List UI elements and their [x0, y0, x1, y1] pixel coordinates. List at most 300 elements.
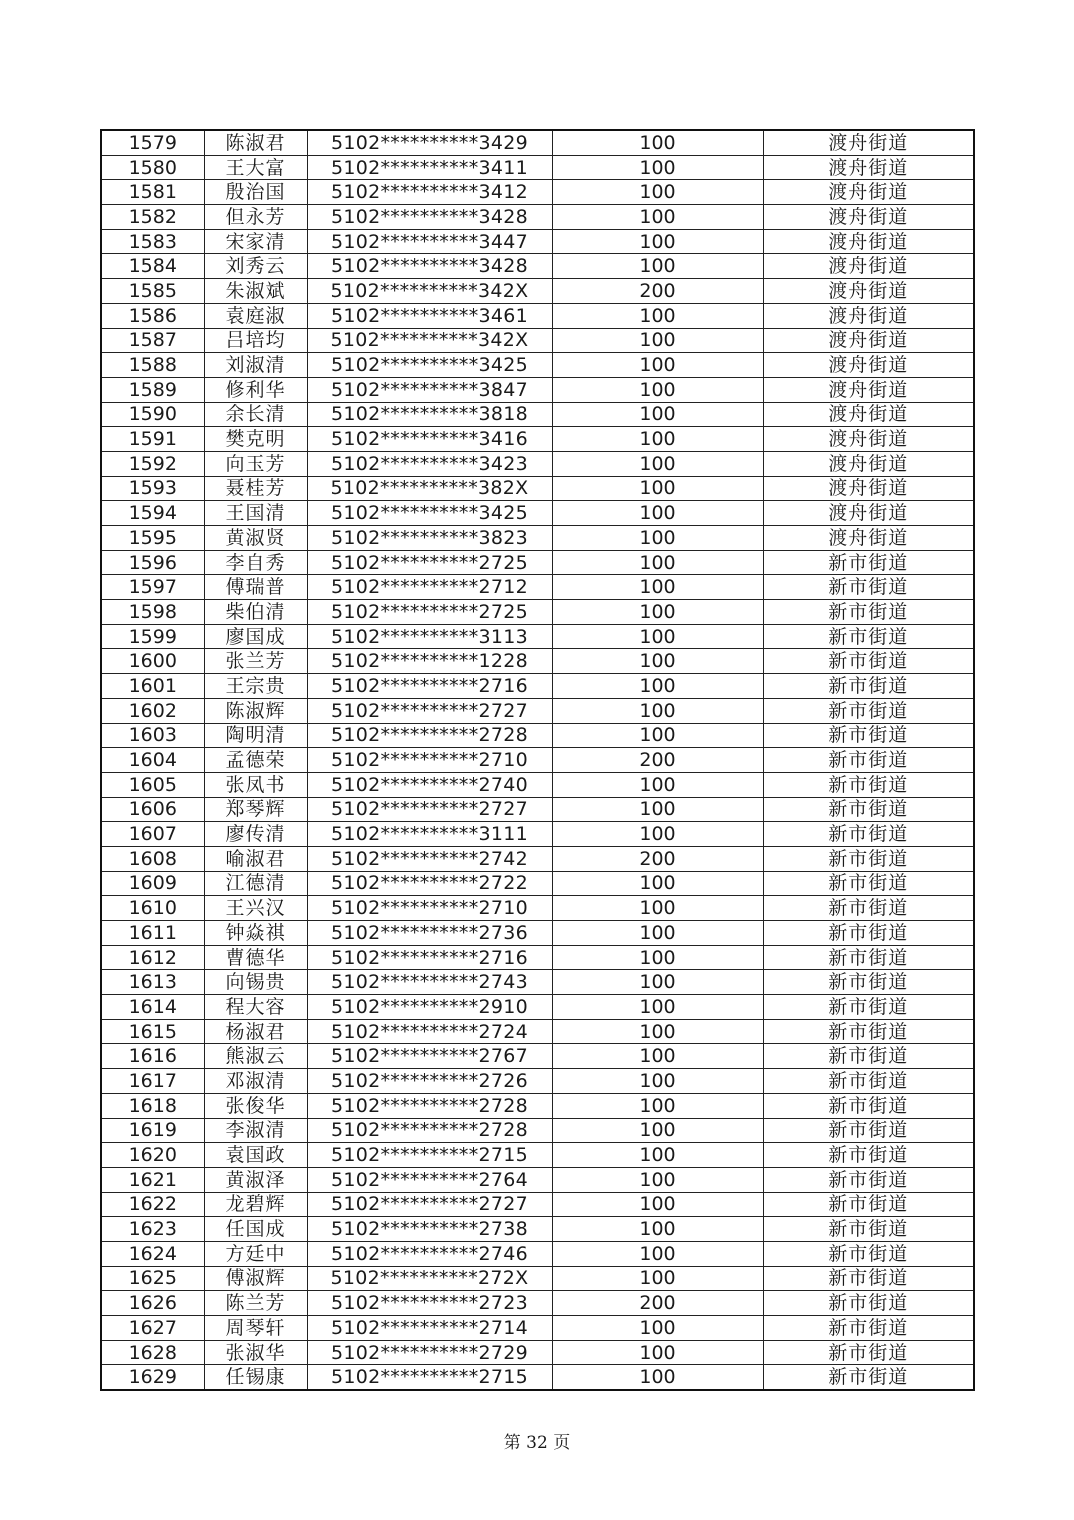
- row-number-cell: 1627: [101, 1316, 204, 1341]
- row-number-cell: 1601: [101, 674, 204, 699]
- district-cell: 新市街道: [763, 945, 974, 970]
- district-cell: 新市街道: [763, 1316, 974, 1341]
- district-cell: 渡舟街道: [763, 155, 974, 180]
- name-cell: 陈兰芳: [204, 1291, 307, 1316]
- amount-cell: 100: [552, 501, 763, 526]
- row-number-cell: 1628: [101, 1340, 204, 1365]
- district-cell: 新市街道: [763, 550, 974, 575]
- table-row: [101, 180, 974, 205]
- district-cell: 渡舟街道: [763, 353, 974, 378]
- name-cell: 江德清: [204, 871, 307, 896]
- id-number-cell: 5102**********2728: [307, 1093, 552, 1118]
- name-cell: 宋家清: [204, 229, 307, 254]
- amount-cell: 100: [552, 1340, 763, 1365]
- row-number-cell: 1599: [101, 624, 204, 649]
- row-number-cell: 1584: [101, 254, 204, 279]
- row-number-cell: 1606: [101, 797, 204, 822]
- table-row: [101, 1365, 974, 1390]
- row-number-cell: 1621: [101, 1167, 204, 1192]
- subsidy-roster-table: [100, 129, 975, 1391]
- row-number-cell: 1600: [101, 649, 204, 674]
- name-cell: 陶明清: [204, 723, 307, 748]
- amount-cell: 100: [552, 624, 763, 649]
- table-row: [101, 1093, 974, 1118]
- table-row: [101, 155, 974, 180]
- row-number-cell: 1579: [101, 130, 204, 155]
- table-row: [101, 995, 974, 1020]
- id-number-cell: 5102**********2723: [307, 1291, 552, 1316]
- amount-cell: 100: [552, 698, 763, 723]
- table-row: [101, 130, 974, 155]
- name-cell: 程大容: [204, 995, 307, 1020]
- roster-table-body: [101, 130, 974, 1390]
- table-row: [101, 723, 974, 748]
- row-number-cell: 1622: [101, 1192, 204, 1217]
- amount-cell: 100: [552, 229, 763, 254]
- amount-cell: 100: [552, 600, 763, 625]
- row-number-cell: 1620: [101, 1143, 204, 1168]
- id-number-cell: 5102**********2725: [307, 600, 552, 625]
- row-number-cell: 1592: [101, 451, 204, 476]
- id-number-cell: 5102**********3447: [307, 229, 552, 254]
- id-number-cell: 5102**********3111: [307, 822, 552, 847]
- district-cell: 渡舟街道: [763, 501, 974, 526]
- table-row: [101, 427, 974, 452]
- district-cell: 渡舟街道: [763, 402, 974, 427]
- amount-cell: 100: [552, 995, 763, 1020]
- name-cell: 李自秀: [204, 550, 307, 575]
- row-number-cell: 1610: [101, 896, 204, 921]
- row-number-cell: 1609: [101, 871, 204, 896]
- district-cell: 新市街道: [763, 1167, 974, 1192]
- id-number-cell: 5102**********2716: [307, 674, 552, 699]
- table-row: [101, 600, 974, 625]
- id-number-cell: 5102**********2722: [307, 871, 552, 896]
- table-row: [101, 575, 974, 600]
- district-cell: 渡舟街道: [763, 476, 974, 501]
- table-row: [101, 526, 974, 551]
- name-cell: 黄淑贤: [204, 526, 307, 551]
- table-row: [101, 698, 974, 723]
- row-number-cell: 1598: [101, 600, 204, 625]
- amount-cell: 100: [552, 575, 763, 600]
- district-cell: 新市街道: [763, 575, 974, 600]
- name-cell: 但永芳: [204, 205, 307, 230]
- row-number-cell: 1593: [101, 476, 204, 501]
- name-cell: 刘淑清: [204, 353, 307, 378]
- id-number-cell: 5102**********3823: [307, 526, 552, 551]
- table-row: [101, 402, 974, 427]
- id-number-cell: 5102**********2740: [307, 772, 552, 797]
- id-number-cell: 5102**********2729: [307, 1340, 552, 1365]
- district-cell: 渡舟街道: [763, 526, 974, 551]
- table-row: [101, 649, 974, 674]
- page-number-label: 第 32 页: [503, 1433, 571, 1453]
- row-number-cell: 1594: [101, 501, 204, 526]
- amount-cell: 100: [552, 1019, 763, 1044]
- amount-cell: 100: [552, 1167, 763, 1192]
- id-number-cell: 5102**********2710: [307, 748, 552, 773]
- name-cell: 周琴轩: [204, 1316, 307, 1341]
- row-number-cell: 1581: [101, 180, 204, 205]
- id-number-cell: 5102**********2736: [307, 921, 552, 946]
- table-row: [101, 328, 974, 353]
- id-number-cell: 5102**********2727: [307, 1192, 552, 1217]
- row-number-cell: 1595: [101, 526, 204, 551]
- name-cell: 聂桂芳: [204, 476, 307, 501]
- row-number-cell: 1623: [101, 1217, 204, 1242]
- row-number-cell: 1605: [101, 772, 204, 797]
- row-number-cell: 1580: [101, 155, 204, 180]
- row-number-cell: 1618: [101, 1093, 204, 1118]
- district-cell: 新市街道: [763, 748, 974, 773]
- id-number-cell: 5102**********3461: [307, 303, 552, 328]
- district-cell: 新市街道: [763, 1019, 974, 1044]
- row-number-cell: 1586: [101, 303, 204, 328]
- district-cell: 新市街道: [763, 797, 974, 822]
- name-cell: 方廷中: [204, 1241, 307, 1266]
- id-number-cell: 5102**********2767: [307, 1044, 552, 1069]
- district-cell: 新市街道: [763, 1291, 974, 1316]
- amount-cell: 100: [552, 526, 763, 551]
- row-number-cell: 1585: [101, 279, 204, 304]
- amount-cell: 100: [552, 427, 763, 452]
- id-number-cell: 5102**********2728: [307, 1118, 552, 1143]
- district-cell: 新市街道: [763, 649, 974, 674]
- row-number-cell: 1603: [101, 723, 204, 748]
- amount-cell: 100: [552, 130, 763, 155]
- table-row: [101, 896, 974, 921]
- amount-cell: 100: [552, 822, 763, 847]
- table-row: [101, 945, 974, 970]
- district-cell: 新市街道: [763, 1044, 974, 1069]
- row-number-cell: 1626: [101, 1291, 204, 1316]
- amount-cell: 100: [552, 353, 763, 378]
- id-number-cell: 5102**********3411: [307, 155, 552, 180]
- district-cell: 新市街道: [763, 846, 974, 871]
- name-cell: 柴伯清: [204, 600, 307, 625]
- table-row: [101, 846, 974, 871]
- id-number-cell: 5102**********2728: [307, 723, 552, 748]
- id-number-cell: 5102**********2714: [307, 1316, 552, 1341]
- row-number-cell: 1629: [101, 1365, 204, 1390]
- table-row: [101, 476, 974, 501]
- name-cell: 傅瑞普: [204, 575, 307, 600]
- id-number-cell: 5102**********3113: [307, 624, 552, 649]
- table-row: [101, 822, 974, 847]
- amount-cell: 100: [552, 896, 763, 921]
- row-number-cell: 1619: [101, 1118, 204, 1143]
- table-row: [101, 254, 974, 279]
- amount-cell: 100: [552, 402, 763, 427]
- table-row: [101, 1340, 974, 1365]
- district-cell: 渡舟街道: [763, 451, 974, 476]
- row-number-cell: 1583: [101, 229, 204, 254]
- amount-cell: 100: [552, 1192, 763, 1217]
- id-number-cell: 5102**********1228: [307, 649, 552, 674]
- amount-cell: 100: [552, 180, 763, 205]
- name-cell: 孟德荣: [204, 748, 307, 773]
- district-cell: 新市街道: [763, 772, 974, 797]
- name-cell: 陈淑辉: [204, 698, 307, 723]
- amount-cell: 100: [552, 970, 763, 995]
- id-number-cell: 5102**********3425: [307, 501, 552, 526]
- table-row: [101, 377, 974, 402]
- row-number-cell: 1604: [101, 748, 204, 773]
- district-cell: 新市街道: [763, 822, 974, 847]
- name-cell: 袁国政: [204, 1143, 307, 1168]
- table-row: [101, 501, 974, 526]
- name-cell: 袁庭淑: [204, 303, 307, 328]
- table-row: [101, 550, 974, 575]
- district-cell: 新市街道: [763, 674, 974, 699]
- district-cell: 新市街道: [763, 896, 974, 921]
- table-row: [101, 1167, 974, 1192]
- amount-cell: 100: [552, 328, 763, 353]
- id-number-cell: 5102**********2743: [307, 970, 552, 995]
- name-cell: 王国清: [204, 501, 307, 526]
- amount-cell: 100: [552, 871, 763, 896]
- id-number-cell: 5102**********3412: [307, 180, 552, 205]
- district-cell: 新市街道: [763, 1192, 974, 1217]
- name-cell: 钟焱祺: [204, 921, 307, 946]
- amount-cell: 100: [552, 921, 763, 946]
- table-row: [101, 797, 974, 822]
- id-number-cell: 5102**********3423: [307, 451, 552, 476]
- name-cell: 王兴汉: [204, 896, 307, 921]
- table-row: [101, 772, 974, 797]
- district-cell: 渡舟街道: [763, 205, 974, 230]
- id-number-cell: 5102**********2712: [307, 575, 552, 600]
- table-row: [101, 748, 974, 773]
- id-number-cell: 5102**********2726: [307, 1069, 552, 1094]
- name-cell: 廖传清: [204, 822, 307, 847]
- row-number-cell: 1591: [101, 427, 204, 452]
- amount-cell: 100: [552, 674, 763, 699]
- amount-cell: 100: [552, 1093, 763, 1118]
- table-row: [101, 451, 974, 476]
- row-number-cell: 1608: [101, 846, 204, 871]
- district-cell: 新市街道: [763, 871, 974, 896]
- row-number-cell: 1614: [101, 995, 204, 1020]
- id-number-cell: 5102**********382X: [307, 476, 552, 501]
- table-row: [101, 624, 974, 649]
- row-number-cell: 1596: [101, 550, 204, 575]
- table-row: [101, 921, 974, 946]
- amount-cell: 100: [552, 1217, 763, 1242]
- amount-cell: 100: [552, 1241, 763, 1266]
- district-cell: 新市街道: [763, 1340, 974, 1365]
- name-cell: 喻淑君: [204, 846, 307, 871]
- name-cell: 樊克明: [204, 427, 307, 452]
- district-cell: 渡舟街道: [763, 254, 974, 279]
- name-cell: 张兰芳: [204, 649, 307, 674]
- amount-cell: 100: [552, 205, 763, 230]
- id-number-cell: 5102**********342X: [307, 279, 552, 304]
- district-cell: 渡舟街道: [763, 377, 974, 402]
- amount-cell: 100: [552, 1316, 763, 1341]
- district-cell: 新市街道: [763, 1093, 974, 1118]
- table-row: [101, 353, 974, 378]
- name-cell: 张凤书: [204, 772, 307, 797]
- name-cell: 张俊华: [204, 1093, 307, 1118]
- name-cell: 廖国成: [204, 624, 307, 649]
- id-number-cell: 5102**********2710: [307, 896, 552, 921]
- row-number-cell: 1616: [101, 1044, 204, 1069]
- name-cell: 吕培均: [204, 328, 307, 353]
- amount-cell: 100: [552, 476, 763, 501]
- name-cell: 龙碧辉: [204, 1192, 307, 1217]
- table-row: [101, 1019, 974, 1044]
- district-cell: 新市街道: [763, 600, 974, 625]
- amount-cell: 200: [552, 846, 763, 871]
- name-cell: 黄淑泽: [204, 1167, 307, 1192]
- name-cell: 郑琴辉: [204, 797, 307, 822]
- id-number-cell: 5102**********2727: [307, 698, 552, 723]
- table-row: [101, 1316, 974, 1341]
- name-cell: 刘秀云: [204, 254, 307, 279]
- table-row: [101, 229, 974, 254]
- id-number-cell: 5102**********2727: [307, 797, 552, 822]
- name-cell: 陈淑君: [204, 130, 307, 155]
- table-row: [101, 303, 974, 328]
- amount-cell: 100: [552, 254, 763, 279]
- table-row: [101, 1291, 974, 1316]
- row-number-cell: 1602: [101, 698, 204, 723]
- amount-cell: 200: [552, 748, 763, 773]
- id-number-cell: 5102**********272X: [307, 1266, 552, 1291]
- row-number-cell: 1617: [101, 1069, 204, 1094]
- table-row: [101, 1044, 974, 1069]
- district-cell: 新市街道: [763, 1217, 974, 1242]
- district-cell: 新市街道: [763, 1241, 974, 1266]
- name-cell: 李淑清: [204, 1118, 307, 1143]
- amount-cell: 100: [552, 797, 763, 822]
- row-number-cell: 1589: [101, 377, 204, 402]
- id-number-cell: 5102**********2764: [307, 1167, 552, 1192]
- table-row: [101, 1217, 974, 1242]
- amount-cell: 100: [552, 649, 763, 674]
- row-number-cell: 1612: [101, 945, 204, 970]
- id-number-cell: 5102**********3847: [307, 377, 552, 402]
- table-row: [101, 1143, 974, 1168]
- district-cell: 渡舟街道: [763, 279, 974, 304]
- name-cell: 邓淑清: [204, 1069, 307, 1094]
- name-cell: 张淑华: [204, 1340, 307, 1365]
- district-cell: 新市街道: [763, 1266, 974, 1291]
- district-cell: 渡舟街道: [763, 229, 974, 254]
- amount-cell: 100: [552, 1044, 763, 1069]
- table-row: [101, 1118, 974, 1143]
- amount-cell: 100: [552, 1118, 763, 1143]
- district-cell: 渡舟街道: [763, 180, 974, 205]
- page-footer: [0, 1428, 1074, 1453]
- amount-cell: 100: [552, 1266, 763, 1291]
- amount-cell: 100: [552, 772, 763, 797]
- name-cell: 向玉芳: [204, 451, 307, 476]
- district-cell: 新市街道: [763, 1143, 974, 1168]
- amount-cell: 200: [552, 1291, 763, 1316]
- table-row: [101, 1241, 974, 1266]
- district-cell: 新市街道: [763, 624, 974, 649]
- name-cell: 傅淑辉: [204, 1266, 307, 1291]
- district-cell: 渡舟街道: [763, 130, 974, 155]
- table-row: [101, 1069, 974, 1094]
- id-number-cell: 5102**********2725: [307, 550, 552, 575]
- amount-cell: 100: [552, 377, 763, 402]
- id-number-cell: 5102**********3818: [307, 402, 552, 427]
- name-cell: 任国成: [204, 1217, 307, 1242]
- id-number-cell: 5102**********3428: [307, 205, 552, 230]
- row-number-cell: 1625: [101, 1266, 204, 1291]
- name-cell: 修利华: [204, 377, 307, 402]
- district-cell: 新市街道: [763, 1365, 974, 1390]
- district-cell: 新市街道: [763, 1069, 974, 1094]
- row-number-cell: 1615: [101, 1019, 204, 1044]
- table-row: [101, 205, 974, 230]
- name-cell: 向锡贵: [204, 970, 307, 995]
- id-number-cell: 5102**********2716: [307, 945, 552, 970]
- row-number-cell: 1588: [101, 353, 204, 378]
- district-cell: 渡舟街道: [763, 427, 974, 452]
- id-number-cell: 5102**********3428: [307, 254, 552, 279]
- row-number-cell: 1611: [101, 921, 204, 946]
- table-row: [101, 1192, 974, 1217]
- table-row: [101, 674, 974, 699]
- amount-cell: 200: [552, 279, 763, 304]
- district-cell: 新市街道: [763, 723, 974, 748]
- amount-cell: 100: [552, 451, 763, 476]
- district-cell: 新市街道: [763, 698, 974, 723]
- name-cell: 余长清: [204, 402, 307, 427]
- district-cell: 新市街道: [763, 1118, 974, 1143]
- table-row: [101, 279, 974, 304]
- amount-cell: 100: [552, 1069, 763, 1094]
- id-number-cell: 5102**********2715: [307, 1143, 552, 1168]
- name-cell: 任锡康: [204, 1365, 307, 1390]
- row-number-cell: 1613: [101, 970, 204, 995]
- amount-cell: 100: [552, 155, 763, 180]
- district-cell: 新市街道: [763, 921, 974, 946]
- id-number-cell: 5102**********3425: [307, 353, 552, 378]
- name-cell: 朱淑斌: [204, 279, 307, 304]
- amount-cell: 100: [552, 723, 763, 748]
- name-cell: 王大富: [204, 155, 307, 180]
- district-cell: 新市街道: [763, 970, 974, 995]
- row-number-cell: 1597: [101, 575, 204, 600]
- id-number-cell: 5102**********342X: [307, 328, 552, 353]
- district-cell: 渡舟街道: [763, 328, 974, 353]
- name-cell: 曹德华: [204, 945, 307, 970]
- row-number-cell: 1590: [101, 402, 204, 427]
- amount-cell: 100: [552, 303, 763, 328]
- row-number-cell: 1624: [101, 1241, 204, 1266]
- table-row: [101, 1266, 974, 1291]
- id-number-cell: 5102**********2738: [307, 1217, 552, 1242]
- name-cell: 殷治国: [204, 180, 307, 205]
- id-number-cell: 5102**********2715: [307, 1365, 552, 1390]
- amount-cell: 100: [552, 550, 763, 575]
- id-number-cell: 5102**********2910: [307, 995, 552, 1020]
- amount-cell: 100: [552, 1365, 763, 1390]
- district-cell: 新市街道: [763, 995, 974, 1020]
- row-number-cell: 1587: [101, 328, 204, 353]
- table-row: [101, 970, 974, 995]
- id-number-cell: 5102**********3416: [307, 427, 552, 452]
- district-cell: 渡舟街道: [763, 303, 974, 328]
- id-number-cell: 5102**********3429: [307, 130, 552, 155]
- row-number-cell: 1582: [101, 205, 204, 230]
